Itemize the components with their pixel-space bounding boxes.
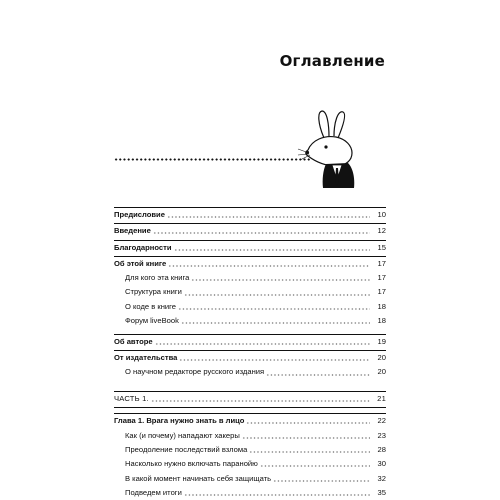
toc-entry-page: 10 [377, 210, 386, 219]
toc-subentry[interactable] [114, 285, 386, 299]
dot-leader [167, 216, 370, 218]
toc-entry-intro[interactable] [114, 224, 386, 238]
toc-entry-page: 19 [377, 336, 386, 346]
dot-leader [153, 232, 370, 234]
dot-leader [168, 265, 370, 267]
dot-leader [174, 249, 370, 251]
decorative-dotted-line [114, 158, 311, 161]
dot-leader [184, 294, 370, 296]
toc-subentry-page: 28 [377, 444, 386, 454]
toc-part-page: 21 [377, 393, 386, 403]
toc-entry-part-1[interactable] [114, 392, 386, 406]
dot-leader [266, 374, 370, 376]
toc-subentry[interactable] [114, 429, 386, 443]
toc-subentry-page: 30 [377, 459, 386, 469]
rabbit-ear-right [334, 112, 345, 138]
toc-subentry-page: 20 [377, 367, 386, 377]
toc-entry-title: Благодарности [114, 242, 172, 252]
toc-entry-title: Предисловие [114, 210, 165, 219]
toc-subentry-title: В какой момент начинать себя защищать [125, 473, 272, 483]
toc-entry-publisher[interactable] [114, 351, 386, 365]
toc-subentry-page: 17 [377, 273, 386, 283]
toc-subentry[interactable] [114, 314, 386, 328]
dot-leader [178, 308, 370, 310]
toc-subentry-title: Как (и почему) нападают хакеры [125, 430, 240, 440]
toc-subentry-page: 32 [377, 473, 386, 483]
toc-entry-title: Об авторе [114, 336, 153, 346]
dot-leader [260, 465, 370, 467]
toc-entry-thanks[interactable] [114, 241, 386, 255]
toc-subentry-title: Подведем итоги [125, 487, 182, 497]
dot-leader [191, 279, 370, 281]
toc-subentry-title: Преодоление последствий взлома [125, 444, 248, 454]
toc-subentry[interactable] [114, 457, 386, 471]
toc-entry-chapter-1[interactable] [114, 414, 386, 428]
dot-leader [184, 494, 370, 496]
table-of-contents [114, 206, 386, 500]
toc-part-title: ЧАСТЬ 1. [114, 393, 149, 403]
toc-subentry[interactable] [114, 443, 386, 457]
toc-entry-about-author[interactable] [114, 335, 386, 349]
toc-subentry[interactable] [114, 300, 386, 314]
toc-subentry[interactable] [114, 365, 386, 379]
rabbit-eye [324, 145, 327, 148]
toc-subentry[interactable] [114, 486, 386, 500]
toc-subentry-page: 18 [377, 301, 386, 311]
dot-leader [246, 422, 370, 424]
toc-subentry-title: О научном редакторе русского издания [125, 367, 265, 377]
dot-leader [179, 359, 370, 361]
page-title: Оглавление [279, 52, 385, 70]
toc-entry-page: 17 [377, 258, 386, 268]
toc-subentry[interactable] [114, 271, 386, 285]
rabbit-head [306, 137, 352, 166]
toc-subentry-title: Для кого эта книга [125, 273, 190, 283]
toc-entry-page: 20 [377, 353, 386, 363]
toc-subentry-page: 18 [377, 316, 386, 326]
toc-subentry-title: Насколько нужно включать паранойю [125, 459, 258, 469]
dot-leader [151, 400, 370, 402]
toc-subentry-title: Структура книги [125, 287, 182, 297]
rabbit-ear-left [319, 111, 329, 138]
toc-entry-title: Об этой книге [114, 258, 167, 268]
toc-entry-preface[interactable] [114, 208, 386, 222]
toc-entry-page: 15 [377, 242, 386, 252]
toc-entry-about-book[interactable] [114, 257, 386, 271]
toc-entry-title: Глава 1. Врага нужно знать в лицо [114, 416, 245, 426]
toc-subentry-title: О коде в книге [125, 301, 176, 311]
dot-leader [249, 451, 370, 453]
toc-entry-title: Введение [114, 226, 151, 236]
dot-leader [242, 437, 370, 439]
dot-leader [155, 343, 370, 345]
toc-subentry[interactable] [114, 472, 386, 486]
toc-entry-title: От издательства [114, 353, 178, 363]
rabbit-mascot-illustration [296, 108, 376, 188]
toc-subentry-page: 17 [377, 287, 386, 297]
toc-subentry-title: Форум liveBook [125, 316, 179, 326]
dot-leader [181, 322, 370, 324]
toc-subentry-page: 35 [377, 487, 386, 497]
dot-leader [273, 480, 370, 482]
toc-entry-page: 22 [377, 416, 386, 426]
toc-subentry-page: 23 [377, 430, 386, 440]
toc-entry-page: 12 [377, 226, 386, 236]
